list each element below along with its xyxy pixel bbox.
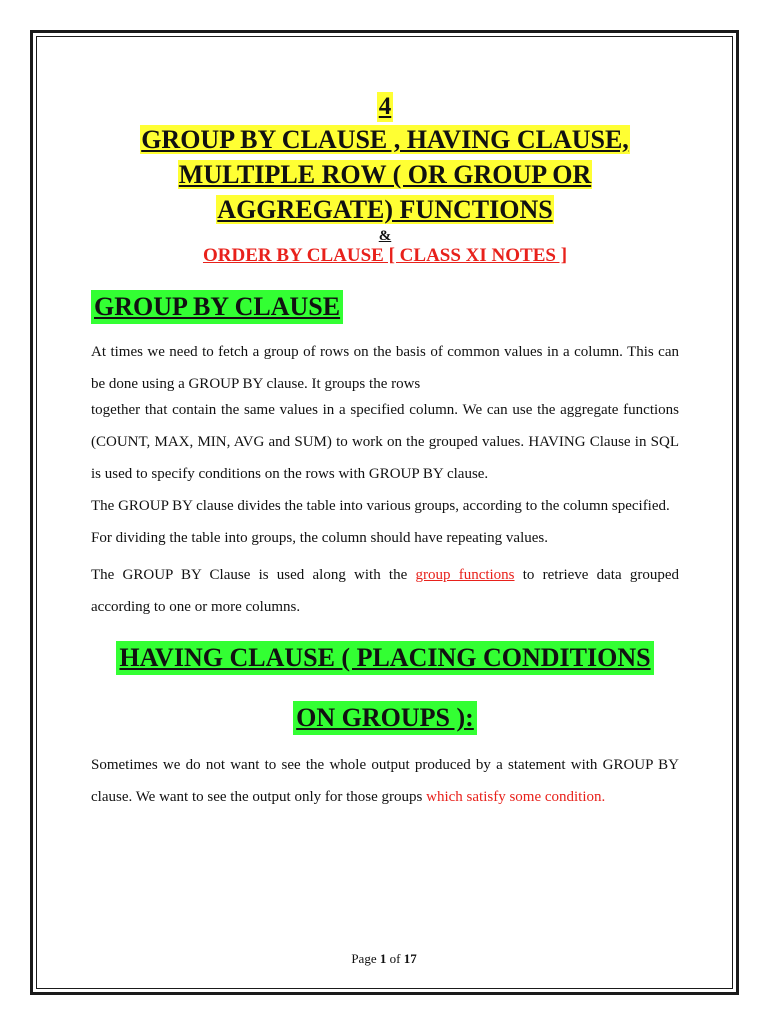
paragraph: The GROUP BY Clause is used along with the group functions to retrieve data grouped according to one or more columns.	[91, 567, 679, 615]
section-having	[91, 641, 679, 735]
paragraph: The GROUP BY clause divides the table into various groups, according to the column specified.	[91, 498, 670, 514]
page-label: Page	[351, 951, 377, 966]
title-block	[91, 92, 679, 268]
section-heading-having-line-2: ON GROUPS ):	[293, 701, 477, 735]
title-subtitle: ORDER BY CLAUSE [ CLASS XI NOTES ]	[202, 245, 568, 266]
section-group-by	[91, 290, 679, 324]
title-line-1: GROUP BY CLAUSE , HAVING CLAUSE,	[141, 125, 629, 154]
paragraph: At times we need to fetch a group of rows on the basis of common values in a column. This can be done using a GROUP BY clause. It groups the rows	[91, 344, 679, 392]
section-heading-group-by: GROUP BY CLAUSE	[91, 290, 343, 324]
total-pages: 17	[403, 951, 417, 966]
section-having-body	[91, 749, 679, 813]
section-group-by-body	[91, 336, 679, 623]
paragraph: together that contain the same values in a specified column. We can use the aggregate functions (COUNT, MAX, MIN, AVG and SUM) to work on the grouped values. HAVING Clause in SQL is used to specify conditions on the rows with GROUP BY clause.	[91, 402, 679, 482]
page-footer	[0, 951, 768, 967]
title-line-2: MULTIPLE ROW ( OR GROUP OR	[178, 160, 592, 189]
chapter-number: 4	[378, 93, 392, 120]
document-page	[91, 92, 679, 813]
title-line-3: AGGREGATE) FUNCTIONS	[217, 195, 553, 224]
title-ampersand: &	[378, 228, 392, 244]
section-heading-having-line-1: HAVING CLAUSE ( PLACING CONDITIONS	[116, 641, 653, 675]
paragraph: Sometimes we do not want to see the whole output produced by a statement with GROUP BY clause. We want to see the output only for those groups which satisfy some condition.	[91, 757, 679, 805]
current-page-number: 1	[379, 951, 387, 966]
of-label: of	[389, 951, 401, 966]
paragraph: For dividing the table into groups, the column should have repeating values.	[91, 530, 548, 546]
group-functions-link[interactable]: group functions	[415, 567, 515, 583]
